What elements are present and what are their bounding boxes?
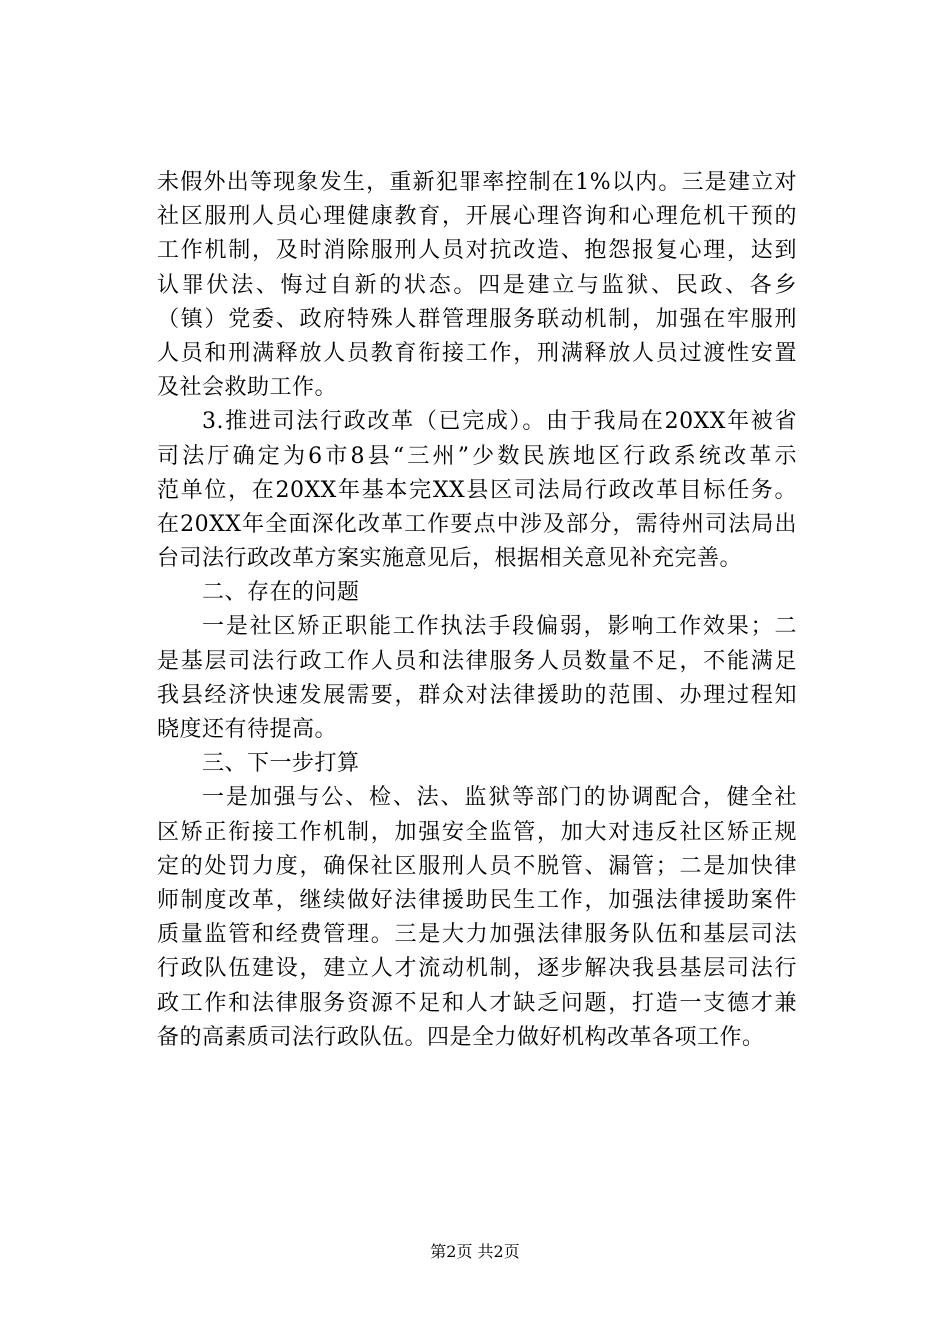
text-line: 一是加强与公、检、法、监狱等部门的协调配合，健全社 — [202, 785, 797, 811]
text-line: 二、存在的问题 — [202, 580, 360, 606]
text-line: 是基层司法行政工作人员和法律服务人员数量不足，不能满足 — [157, 648, 797, 674]
text-line: 备的高素质司法行政队伍。四是全力做好机构改革各项工作。 — [157, 1024, 765, 1050]
text-line: 范单位，在20XX年基本完XX县区司法局行政改革目标任务。 — [157, 477, 797, 503]
text-line: 定的处罚力度，确保社区服刑人员不脱管、漏管；二是加快律 — [157, 853, 797, 879]
document-body — [157, 166, 797, 1055]
text-line: 及社会救助工作。 — [157, 375, 338, 401]
text-line: 台司法行政改革方案实施意见后，根据相关意见补充完善。 — [157, 546, 743, 572]
text-line: 认罪伏法、悔过自新的状态。四是建立与监狱、民政、各乡 — [157, 272, 797, 298]
text-line: （镇）党委、政府特殊人群管理服务联动机制，加强在牢服刑 — [157, 306, 797, 332]
text-line: 司法厅确定为6市8县“三州”少数民族地区行政系统改革示 — [157, 443, 797, 469]
text-line: 人员和刑满释放人员教育衔接工作，刑满释放人员过渡性安置 — [157, 340, 797, 366]
text-line: 行政队伍建设，建立人才流动机制，逐步解决我县基层司法行 — [157, 956, 797, 982]
text-line: 一是社区矫正职能工作执法手段偏弱，影响工作效果；二 — [202, 614, 797, 640]
text-line: 我县经济快速发展需要，群众对法律援助的范围、办理过程知 — [157, 682, 797, 708]
text-line: 区矫正衔接工作机制，加强安全监管，加大对违反社区矫正规 — [157, 819, 797, 845]
text-line: 工作机制，及时消除服刑人员对抗改造、抱怨报复心理，达到 — [157, 238, 797, 264]
text-line: 在20XX年全面深化改革工作要点中涉及部分，需待州司法局出 — [157, 511, 797, 537]
page-footer: 第2页 共2页 — [430, 1242, 520, 1261]
text-line: 质量监管和经费管理。三是大力加强法律服务队伍和基层司法 — [157, 922, 797, 948]
text-line: 师制度改革，继续做好法律援助民生工作，加强法律援助案件 — [157, 887, 797, 913]
text-line: 未假外出等现象发生，重新犯罪率控制在1%以内。三是建立对 — [157, 170, 797, 195]
text-line: 晓度还有待提高。 — [157, 717, 338, 742]
text-line: 3.推进司法行政改革（已完成）。由于我局在20XX年被省 — [202, 409, 797, 435]
text-line: 社区服刑人员心理健康教育，开展心理咨询和心理危机干预的 — [157, 204, 797, 230]
text-line: 政工作和法律服务资源不足和人才缺乏问题，打造一支德才兼 — [157, 990, 797, 1016]
text-line: 三、下一步打算 — [202, 751, 360, 777]
